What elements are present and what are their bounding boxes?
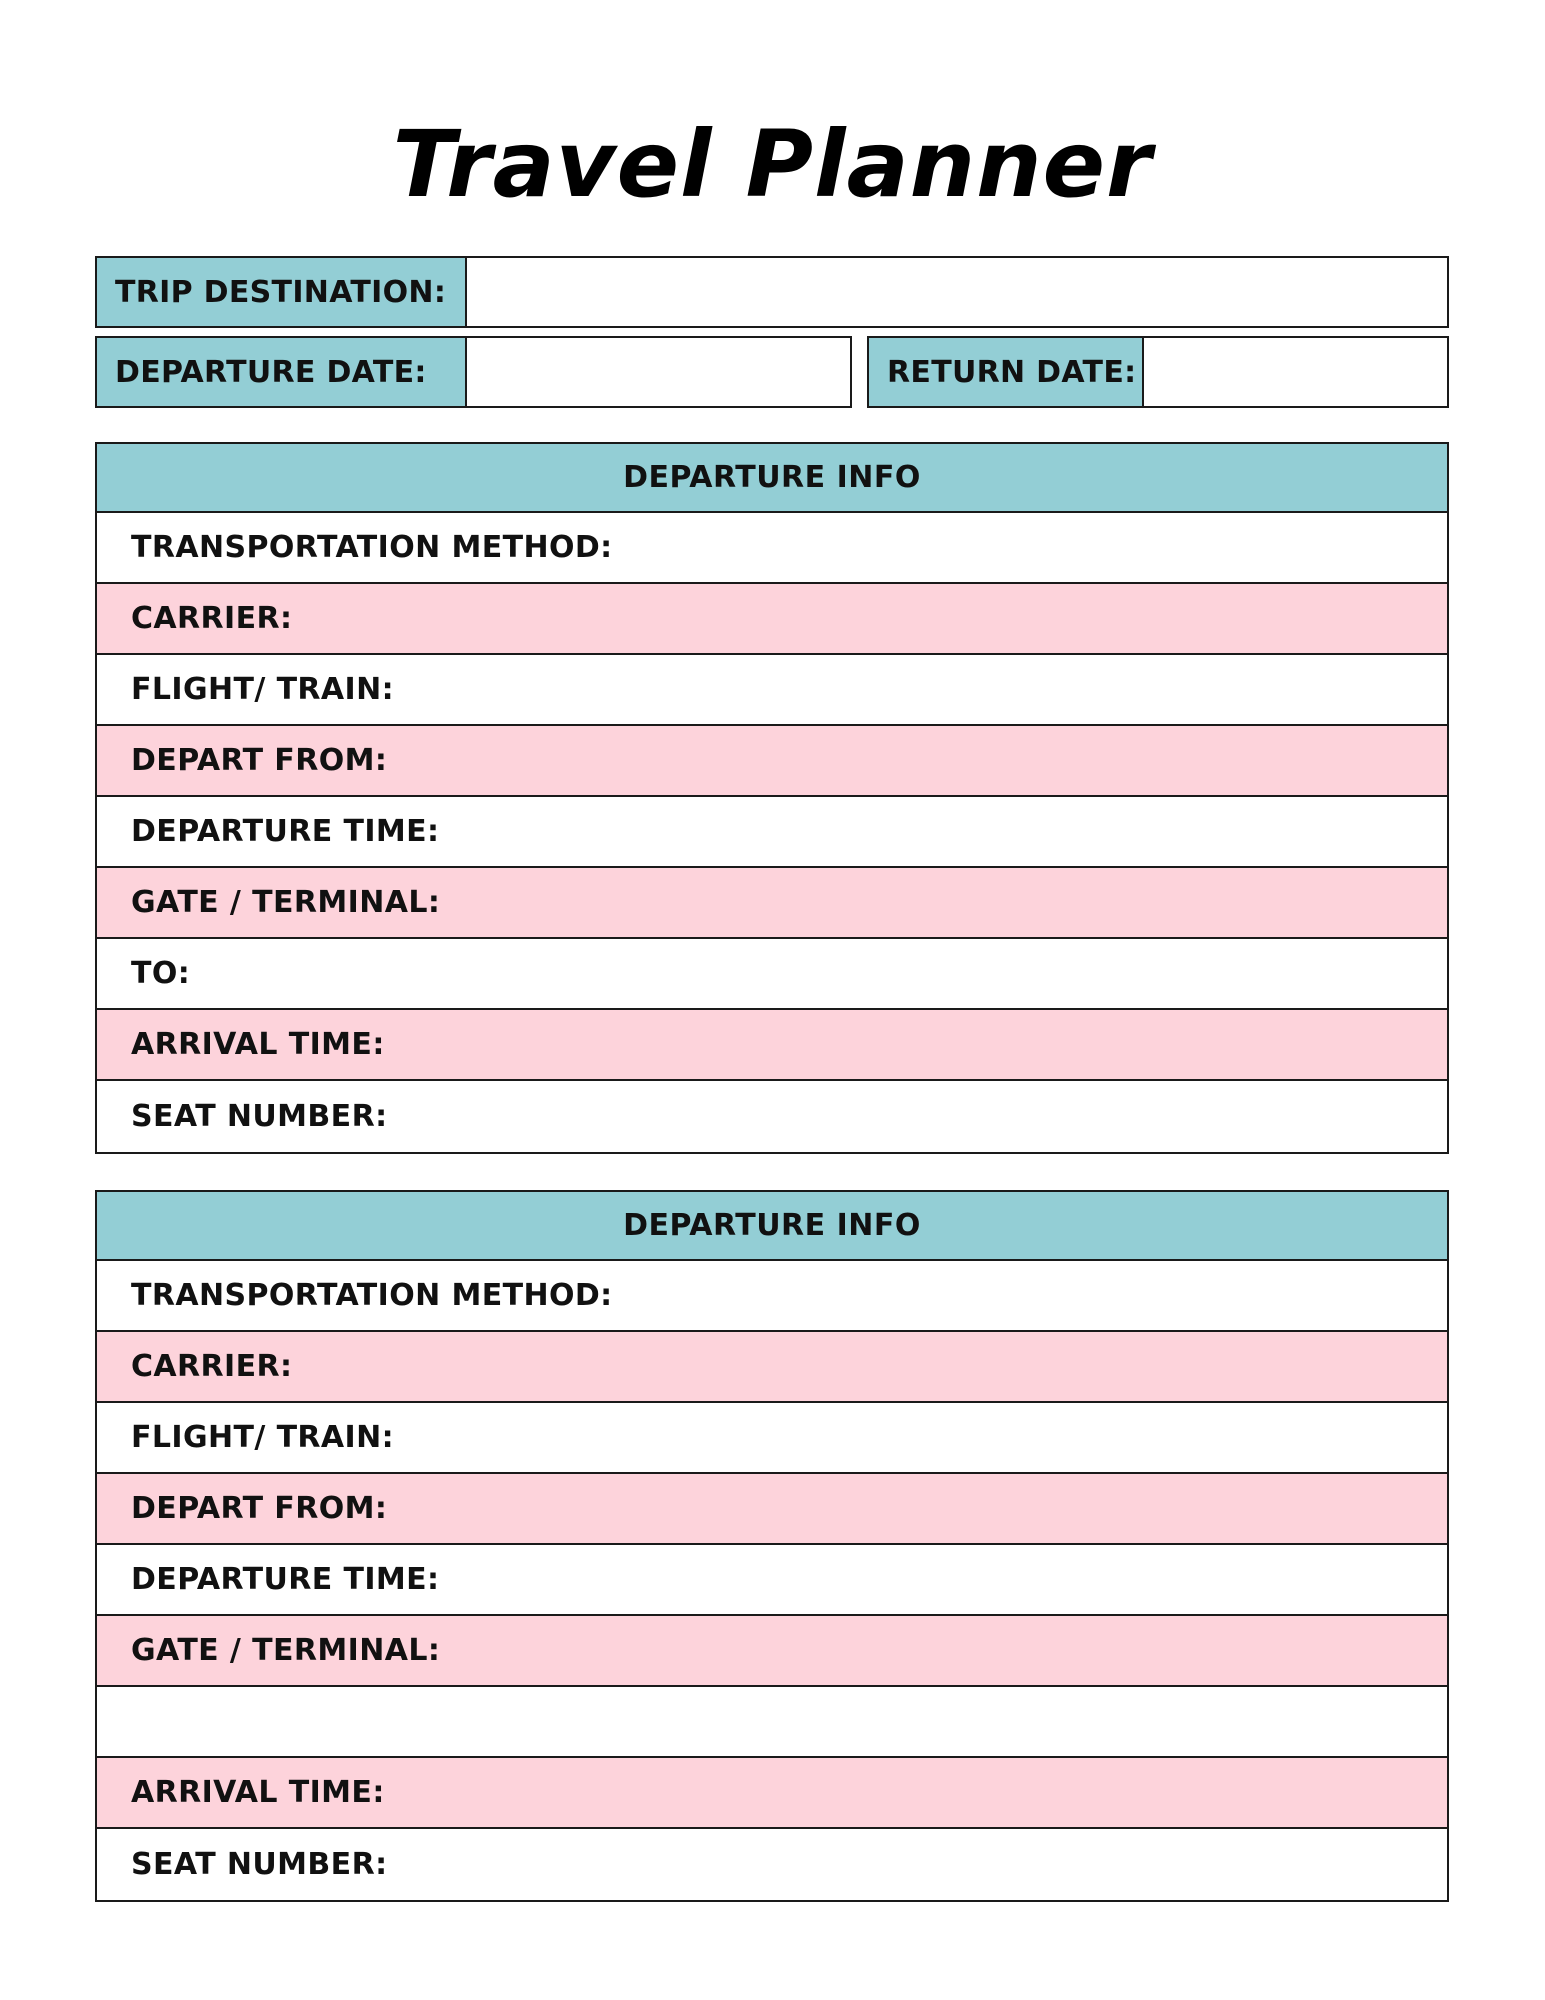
return-date-label: RETURN DATE: — [869, 338, 1144, 406]
row-depart-from[interactable]: DEPART FROM: — [97, 1474, 1447, 1545]
row-gate-terminal[interactable]: GATE / TERMINAL: — [97, 1616, 1447, 1687]
row-departure-time[interactable]: DEPARTURE TIME: — [97, 1545, 1447, 1616]
row-gate-terminal[interactable]: GATE / TERMINAL: — [97, 868, 1447, 939]
departure-info-section — [95, 442, 1449, 1154]
row-blank[interactable] — [97, 1687, 1447, 1758]
row-arrival-time[interactable]: ARRIVAL TIME: — [97, 1758, 1447, 1829]
row-depart-from[interactable]: DEPART FROM: — [97, 726, 1447, 797]
trip-destination-label: TRIP DESTINATION: — [97, 258, 467, 326]
row-departure-time[interactable]: DEPARTURE TIME: — [97, 797, 1447, 868]
row-carrier[interactable]: CARRIER: — [97, 584, 1447, 655]
section-heading: DEPARTURE INFO — [97, 1192, 1447, 1261]
row-transportation-method[interactable]: TRANSPORTATION METHOD: — [97, 513, 1447, 584]
return-date-field — [867, 336, 1449, 408]
page-title: Travel Planner — [392, 111, 1153, 218]
row-flight-train[interactable]: FLIGHT/ TRAIN: — [97, 655, 1447, 726]
row-seat-number[interactable]: SEAT NUMBER: — [97, 1081, 1447, 1152]
row-flight-train[interactable]: FLIGHT/ TRAIN: — [97, 1403, 1447, 1474]
trip-destination-input[interactable] — [467, 258, 1447, 326]
section-heading: DEPARTURE INFO — [97, 444, 1447, 513]
departure-info-section-2 — [95, 1190, 1449, 1902]
departure-date-field — [95, 336, 852, 408]
row-carrier[interactable]: CARRIER: — [97, 1332, 1447, 1403]
row-to[interactable]: TO: — [97, 939, 1447, 1010]
departure-date-input[interactable] — [467, 338, 850, 406]
row-arrival-time[interactable]: ARRIVAL TIME: — [97, 1010, 1447, 1081]
return-date-input[interactable] — [1144, 338, 1447, 406]
trip-destination-field — [95, 256, 1449, 328]
row-seat-number[interactable]: SEAT NUMBER: — [97, 1829, 1447, 1900]
departure-date-label: DEPARTURE DATE: — [97, 338, 467, 406]
row-transportation-method[interactable]: TRANSPORTATION METHOD: — [97, 1261, 1447, 1332]
